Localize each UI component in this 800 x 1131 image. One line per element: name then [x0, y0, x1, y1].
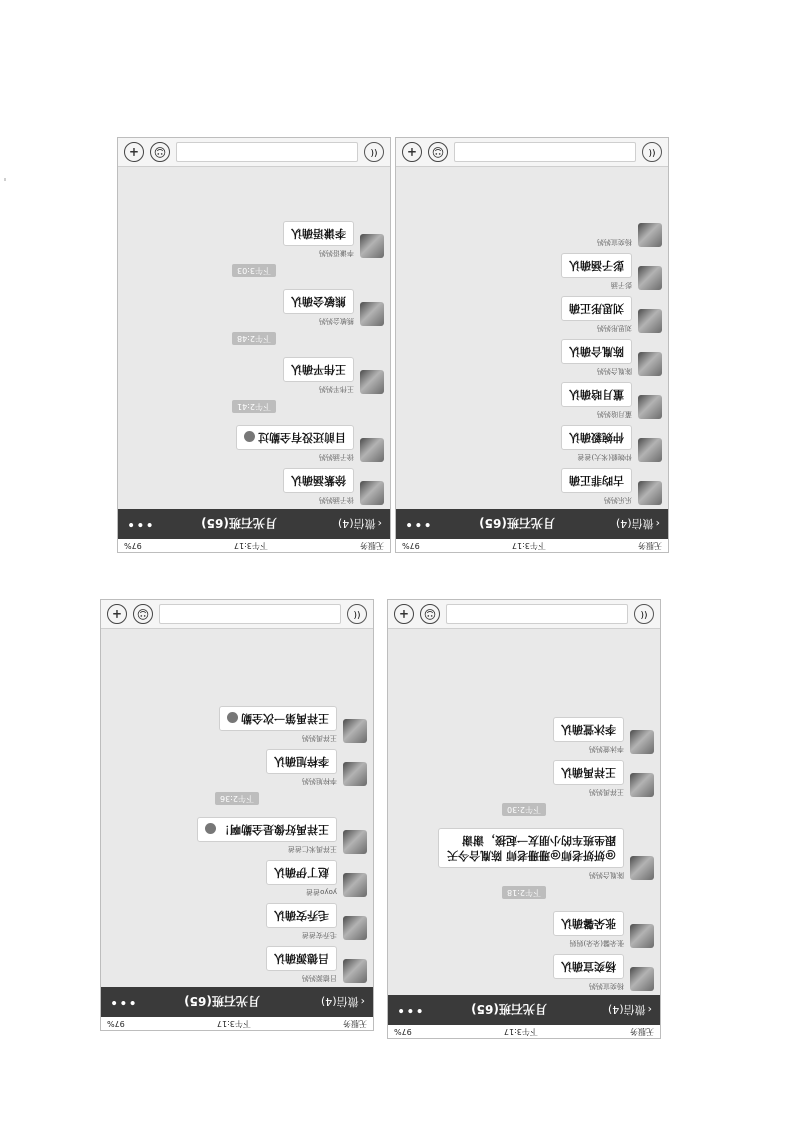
timestamp: 下午2:30 — [502, 803, 546, 816]
message-bubble[interactable] — [561, 425, 632, 450]
avatar[interactable] — [343, 830, 367, 854]
sender-name: 仲婉毅(米大)爸爸 — [577, 453, 632, 461]
sender-name: 熊敏会妈妈 — [319, 317, 354, 325]
message-text: 王伟平确认 — [291, 363, 346, 376]
message-text: @妍妍老师@珊珊老师 陈胤合今天跟坐班车的小朋友一起接，谢谢 — [447, 834, 616, 862]
message-bubble[interactable] — [266, 749, 337, 774]
sender-name: 李谦语妈妈 — [319, 249, 354, 257]
sender-name: 李沐萱妈妈 — [589, 745, 624, 753]
message-text: 李沐萱确认 — [561, 723, 616, 736]
nav-bar — [118, 509, 390, 539]
message-row — [107, 946, 367, 983]
voice-icon[interactable]: (( — [642, 142, 662, 162]
message-text: 杨奕宣确认 — [561, 960, 616, 973]
message-body — [283, 468, 354, 505]
avatar[interactable] — [630, 773, 654, 797]
message-row — [124, 221, 384, 258]
message-bubble[interactable] — [561, 339, 632, 364]
status-bar — [118, 539, 390, 552]
message-body — [266, 903, 337, 940]
message-bubble[interactable] — [438, 828, 624, 868]
status-bar — [396, 539, 668, 552]
message-row — [107, 749, 367, 786]
timestamp-row — [394, 803, 654, 822]
message-text: 刘思彤正确 — [569, 302, 624, 315]
avatar[interactable] — [343, 916, 367, 940]
more-button[interactable]: ••• — [396, 1002, 424, 1018]
back-button[interactable] — [312, 516, 382, 532]
timestamp: 下午2:41 — [232, 400, 276, 413]
avatar[interactable] — [343, 762, 367, 786]
message-body — [553, 717, 624, 754]
message-row — [402, 253, 662, 290]
message-text: 目前还没有全勤过 — [258, 431, 346, 444]
chevron-left-icon: ‹ — [360, 995, 365, 1009]
avatar[interactable] — [630, 856, 654, 880]
message-input[interactable] — [454, 142, 636, 162]
sender-name: yoyo爸爸 — [306, 888, 337, 896]
message-text: 王祥禹第一次全勤 — [241, 712, 329, 725]
input-bar — [118, 138, 390, 167]
chat-title: 月光石班(65) — [471, 1002, 547, 1017]
carrier-label: 无服务 — [343, 1019, 367, 1028]
message-body — [561, 468, 632, 505]
chat-screenshot-bottom-left — [101, 600, 373, 1030]
nav-bar — [101, 987, 373, 1017]
message-text: 王祥禹确认 — [561, 766, 616, 779]
message-bubble[interactable] — [561, 382, 632, 407]
voice-icon[interactable]: (( — [634, 604, 654, 624]
message-text: 毛乔安确认 — [274, 909, 329, 922]
status-bar — [101, 1017, 373, 1030]
message-input[interactable] — [176, 142, 358, 162]
message-bubble[interactable] — [283, 468, 354, 493]
message-row — [124, 357, 384, 394]
avatar[interactable] — [360, 302, 384, 326]
sender-name: 王祥禹妈妈 — [302, 734, 337, 742]
message-list — [396, 166, 668, 509]
sender-name: 王伟平妈妈 — [319, 385, 354, 393]
message-row — [107, 860, 367, 897]
avatar[interactable] — [360, 481, 384, 505]
message-list — [388, 652, 660, 995]
message-body — [266, 860, 337, 897]
message-bubble[interactable] — [561, 253, 632, 278]
chevron-left-icon: ‹ — [647, 1003, 652, 1017]
chevron-left-icon: ‹ — [377, 517, 382, 531]
message-body — [553, 760, 624, 797]
sender-name: 董月晗妈妈 — [597, 410, 632, 418]
avatar[interactable] — [638, 352, 662, 376]
message-body — [553, 911, 624, 948]
emoji-icon[interactable]: ☺ — [133, 604, 153, 624]
message-list — [101, 644, 373, 987]
message-body — [266, 749, 337, 786]
timestamp-row — [394, 886, 654, 905]
message-body — [561, 253, 632, 290]
message-bubble[interactable] — [197, 817, 337, 842]
carrier-label: 无服务 — [638, 541, 662, 550]
avatar[interactable] — [638, 395, 662, 419]
timestamp: 下午2:18 — [502, 886, 546, 899]
clock: 下午3:17 — [233, 541, 268, 550]
message-body — [236, 425, 354, 462]
message-input[interactable] — [159, 604, 341, 624]
avatar[interactable] — [360, 370, 384, 394]
avatar[interactable] — [638, 309, 662, 333]
battery-level: 97% — [107, 1019, 125, 1028]
message-text: 仲婉毅确认 — [569, 431, 624, 444]
message-bubble[interactable] — [561, 468, 632, 493]
message-body — [266, 946, 337, 983]
emoji-icon[interactable]: ☺ — [428, 142, 448, 162]
battery-level: 97% — [394, 1027, 412, 1036]
message-bubble[interactable] — [266, 860, 337, 885]
chat-screenshot-top-right — [396, 138, 668, 552]
sender-name: 陈胤合妈妈 — [589, 871, 624, 879]
nav-bar — [396, 509, 668, 539]
message-text: 张朵馨确认 — [561, 917, 616, 930]
timestamp-row — [107, 792, 367, 811]
avatar[interactable] — [638, 266, 662, 290]
message-text: 彭子涵确认 — [569, 259, 624, 272]
timestamp-row — [124, 264, 384, 283]
message-row — [402, 382, 662, 419]
message-body — [561, 425, 632, 462]
sender-name: 徐子涵妈妈 — [319, 453, 354, 461]
timestamp: 下午2:48 — [232, 332, 276, 345]
message-input[interactable] — [446, 604, 628, 624]
avatar[interactable] — [630, 967, 654, 991]
message-text: 赵丁伊确认 — [274, 866, 329, 879]
message-text: 李谦语确认 — [291, 227, 346, 240]
timestamp: 下午3:03 — [232, 264, 276, 277]
back-button[interactable] — [295, 994, 365, 1010]
chevron-left-icon: ‹ — [655, 517, 660, 531]
message-row — [124, 289, 384, 326]
message-body — [283, 357, 354, 394]
sender-name: 徐子涵妈妈 — [319, 496, 354, 504]
back-button[interactable] — [582, 1002, 652, 1018]
message-bubble[interactable] — [266, 946, 337, 971]
more-button[interactable]: ••• — [126, 516, 154, 532]
message-text: 陈胤合确认 — [569, 345, 624, 358]
back-button[interactable] — [590, 516, 660, 532]
status-bar — [388, 1025, 660, 1038]
sender-name: 杨奕宣妈妈 — [597, 238, 632, 246]
sender-name: 刘思彤妈妈 — [597, 324, 632, 332]
message-body — [597, 235, 632, 247]
avatar[interactable] — [360, 438, 384, 462]
avatar[interactable] — [638, 223, 662, 247]
back-label: 微信(4) — [616, 517, 654, 530]
input-bar — [101, 600, 373, 629]
message-bubble[interactable] — [561, 296, 632, 321]
battery-level: 97% — [124, 541, 142, 550]
message-text: 李梓旭确认 — [274, 755, 329, 768]
sender-name: 彭子涵 — [611, 281, 632, 289]
message-list — [118, 166, 390, 509]
message-row — [124, 468, 384, 505]
sender-name: 张朵馨(朵朵)妈妈 — [569, 939, 624, 947]
message-row — [402, 425, 662, 462]
message-bubble[interactable] — [283, 357, 354, 382]
message-body — [561, 382, 632, 419]
timestamp-row — [124, 332, 384, 351]
message-text: 吕德源确认 — [274, 952, 329, 965]
carrier-label: 无服务 — [630, 1027, 654, 1036]
avatar[interactable] — [638, 481, 662, 505]
message-text: 徐紫涵确认 — [291, 474, 346, 487]
message-row — [394, 760, 654, 797]
message-row — [402, 296, 662, 333]
message-bubble[interactable] — [553, 911, 624, 936]
message-body — [197, 817, 337, 854]
smiley-emoji-icon — [244, 432, 255, 443]
sender-name: 乐乐妈妈 — [604, 496, 632, 504]
chat-title: 月光石班(65) — [184, 994, 260, 1009]
input-bar — [388, 600, 660, 629]
message-bubble[interactable] — [283, 221, 354, 246]
battery-level: 97% — [402, 541, 420, 550]
message-bubble[interactable] — [283, 289, 354, 314]
smiley-emoji-icon — [227, 713, 238, 724]
sender-name: 杨奕宣妈妈 — [589, 982, 624, 990]
timestamp: 下午2:36 — [215, 792, 259, 805]
chat-screenshot-bottom-right — [388, 600, 660, 1038]
avatar[interactable] — [630, 730, 654, 754]
message-row — [394, 717, 654, 754]
message-bubble[interactable] — [553, 954, 624, 979]
message-row — [402, 339, 662, 376]
avatar[interactable] — [343, 959, 367, 983]
message-body — [553, 954, 624, 991]
back-label: 微信(4) — [608, 1003, 646, 1016]
chat-title: 月光石班(65) — [201, 516, 277, 531]
message-row — [402, 223, 662, 247]
avatar[interactable] — [630, 924, 654, 948]
message-text: 熊敏会确认 — [291, 295, 346, 308]
smiley-emoji-icon — [205, 824, 216, 835]
more-button[interactable]: ••• — [109, 994, 137, 1010]
message-body — [561, 296, 632, 333]
carrier-label: 无服务 — [360, 541, 384, 550]
avatar[interactable] — [638, 438, 662, 462]
plus-icon[interactable]: + — [402, 142, 422, 162]
message-row — [394, 954, 654, 991]
plus-icon[interactable]: + — [124, 142, 144, 162]
clock: 下午3:17 — [216, 1019, 251, 1028]
sender-name: 王祥禹米仁爸爸 — [288, 845, 337, 853]
avatar[interactable] — [343, 873, 367, 897]
message-bubble[interactable] — [236, 425, 354, 450]
avatar[interactable] — [360, 234, 384, 258]
emoji-icon[interactable]: ☺ — [150, 142, 170, 162]
message-text: 古昀菲正确 — [569, 474, 624, 487]
message-body — [438, 828, 624, 880]
message-row — [107, 706, 367, 743]
clock: 下午3:17 — [511, 541, 546, 550]
voice-icon[interactable]: (( — [364, 142, 384, 162]
sender-name: 陈胤合妈妈 — [597, 367, 632, 375]
more-button[interactable]: ••• — [404, 516, 432, 532]
sender-name: 李梓旭妈妈 — [302, 777, 337, 785]
chat-title: 月光石班(65) — [479, 516, 555, 531]
message-text: 王祥禹好像是全勤啊！ — [219, 823, 329, 836]
message-row — [394, 828, 654, 880]
message-body — [561, 339, 632, 376]
sender-name: 王祥禹妈妈 — [589, 788, 624, 796]
sender-name: 吕德源妈妈 — [302, 974, 337, 982]
voice-icon[interactable]: (( — [347, 604, 367, 624]
message-body — [219, 706, 337, 743]
message-body — [283, 289, 354, 326]
message-bubble[interactable] — [553, 717, 624, 742]
nav-bar — [388, 995, 660, 1025]
plus-icon[interactable]: + — [107, 604, 127, 624]
clock: 下午3:17 — [503, 1027, 538, 1036]
message-bubble[interactable] — [553, 760, 624, 785]
message-row — [107, 817, 367, 854]
scan-speck — [4, 178, 6, 181]
message-row — [107, 903, 367, 940]
avatar[interactable] — [343, 719, 367, 743]
timestamp-row — [124, 400, 384, 419]
message-row — [402, 468, 662, 505]
message-text: 董月晗确认 — [569, 388, 624, 401]
message-row — [124, 425, 384, 462]
plus-icon[interactable]: + — [394, 604, 414, 624]
input-bar — [396, 138, 668, 167]
message-body — [283, 221, 354, 258]
message-row — [394, 911, 654, 948]
message-bubble[interactable] — [266, 903, 337, 928]
chat-screenshot-top-left — [118, 138, 390, 552]
back-label: 微信(4) — [321, 995, 359, 1008]
message-bubble[interactable] — [219, 706, 337, 731]
emoji-icon[interactable]: ☺ — [420, 604, 440, 624]
sender-name: 毛乔安爸爸 — [302, 931, 337, 939]
back-label: 微信(4) — [338, 517, 376, 530]
